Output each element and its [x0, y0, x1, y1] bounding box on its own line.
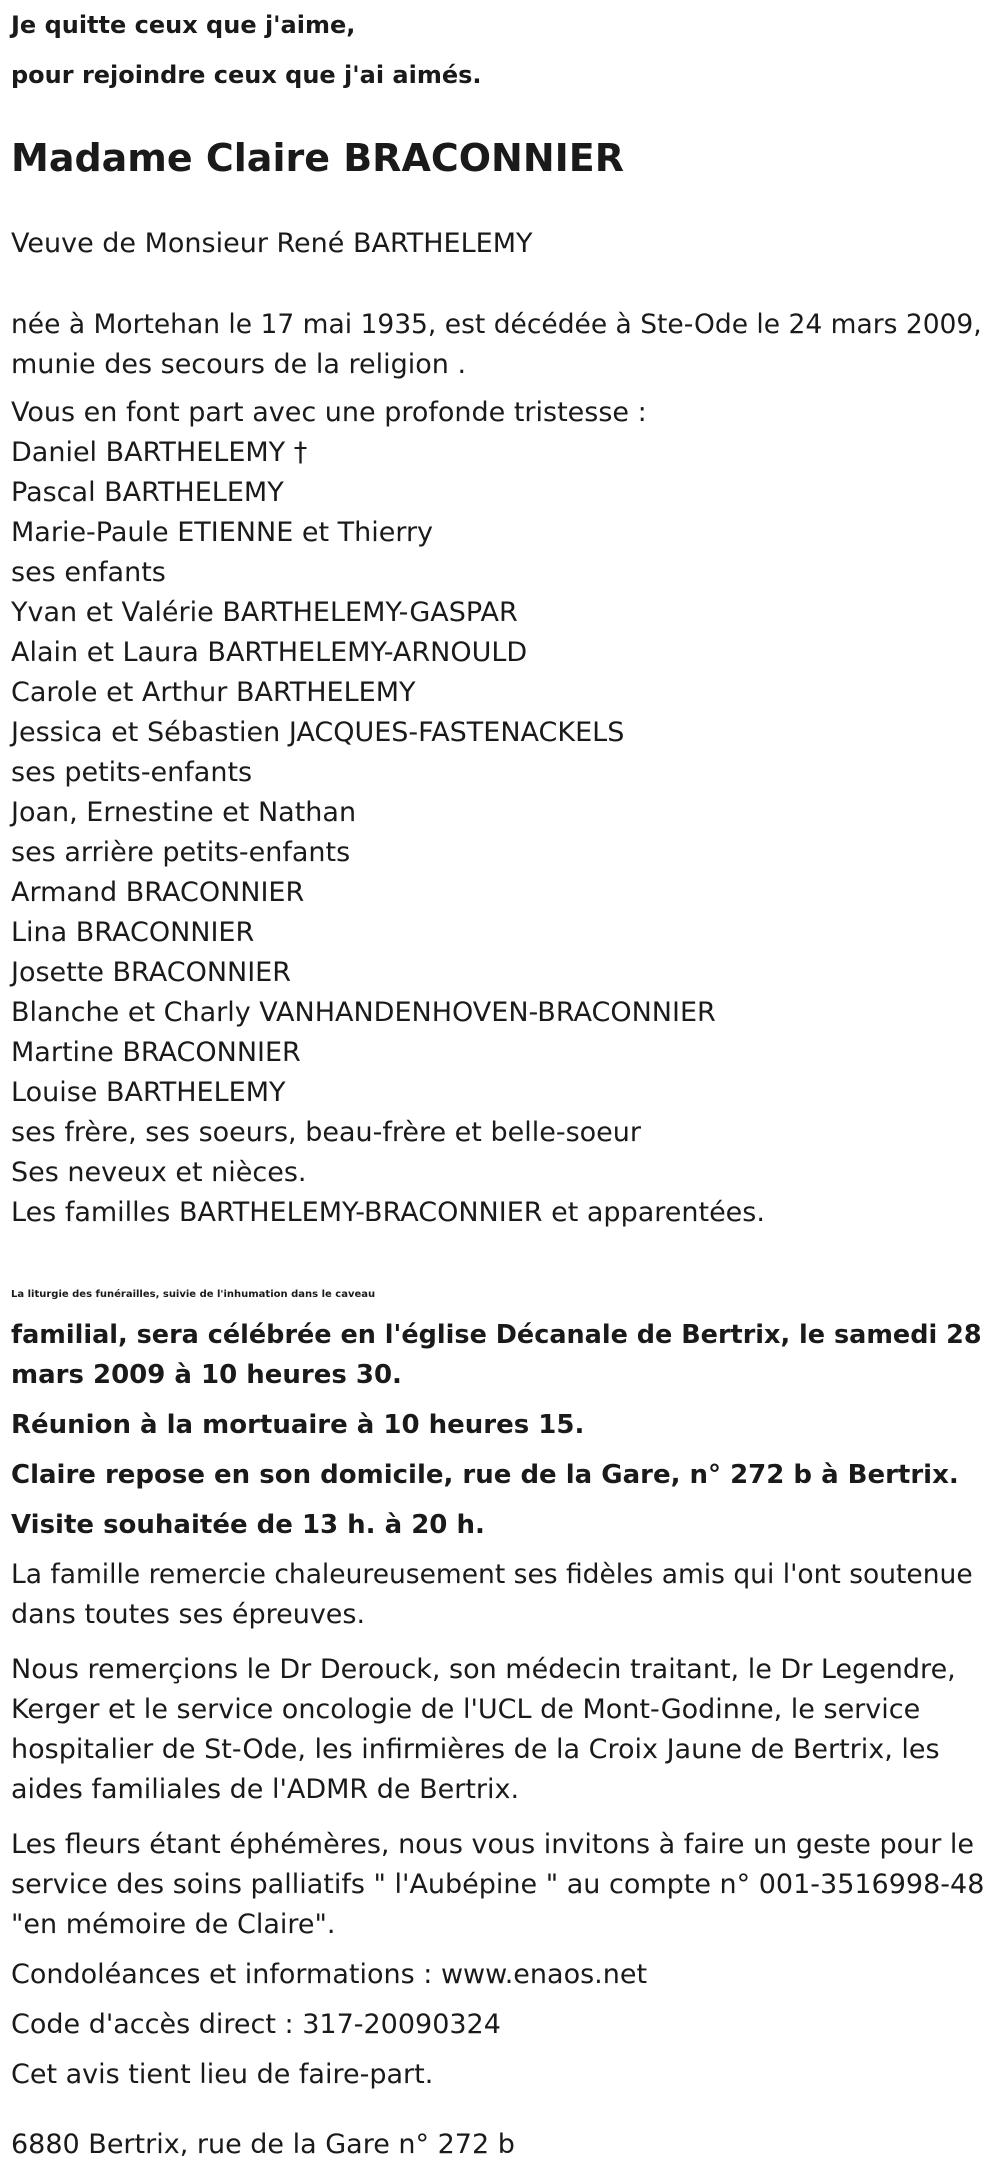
- family-list-item: Joan, Ernestine et Nathan: [11, 797, 357, 828]
- thanks-friends-paragraph: [11, 1555, 973, 1635]
- birth-death-paragraph: [11, 305, 982, 385]
- family-list-item: Les familles BARTHELEMY-BRACONNIER et apparentées.: [11, 1197, 765, 1228]
- thanks2-line-3: hospitalier de St-Ode, les infirmières de la Croix Jaune de Bertrix, les: [11, 1734, 940, 1765]
- family-list-item: Louise BARTHELEMY: [11, 1077, 286, 1108]
- flowers-line-1: Les fleurs étant éphémères, nous vous invitons à faire un geste pour le: [11, 1829, 975, 1860]
- deceased-name: Madame Claire BRACONNIER: [11, 136, 625, 180]
- family-list-item: Vous en font part avec une profonde tristesse :: [11, 397, 647, 428]
- visit-hours-line: Visite souhaitée de 13 h. à 20 h.: [11, 1510, 485, 1540]
- family-list-item: Marie-Paule ETIENNE et Thierry: [11, 517, 434, 548]
- access-code-line: Code d'accès direct : 317-20090324: [11, 2009, 501, 2040]
- family-list-item: Josette BRACONNIER: [11, 957, 291, 988]
- thanks1-line-1: La famille remercie chaleureusement ses fidèles amis qui l'ont soutenue: [11, 1559, 973, 1590]
- faire-part-line: Cet avis tient lieu de faire-part.: [11, 2059, 434, 2090]
- family-list-item: Carole et Arthur BARTHELEMY: [11, 677, 416, 708]
- address-line: 6880 Bertrix, rue de la Gare n° 272 b: [11, 2129, 515, 2160]
- epigraph-line-2: pour rejoindre ceux que j'ai aimés.: [11, 61, 482, 89]
- family-list-item: Lina BRACONNIER: [11, 917, 255, 948]
- birth-line-2: munie des secours de la religion .: [11, 349, 467, 380]
- family-list-item: Daniel BARTHELEMY †: [11, 437, 308, 468]
- family-list-item: ses arrière petits-enfants: [11, 837, 351, 868]
- widow-line: Veuve de Monsieur René BARTHELEMY: [11, 228, 533, 259]
- liturgy-line-2: familial, sera célébrée en l'église Décanale de Bertrix, le samedi 28: [11, 1320, 982, 1350]
- family-list-item: ses frère, ses soeurs, beau-frère et belle-soeur: [11, 1117, 641, 1148]
- epigraph-line-1: Je quitte ceux que j'aime,: [11, 11, 356, 39]
- condolences-line: Condoléances et informations : www.enaos.net: [11, 1959, 648, 1990]
- flowers-line-2: service des soins palliatifs " l'Aubépine " au compte n° 001-3516998-48: [11, 1869, 985, 1900]
- flowers-donation-paragraph: [11, 1825, 984, 1945]
- repose-line: Claire repose en son domicile, rue de la Gare, n° 272 b à Bertrix.: [11, 1460, 959, 1490]
- family-list-item: Alain et Laura BARTHELEMY-ARNOULD: [11, 637, 528, 668]
- reunion-line: Réunion à la mortuaire à 10 heures 15.: [11, 1410, 585, 1440]
- family-list: [11, 393, 765, 1233]
- thanks-medical-paragraph: [11, 1650, 956, 1810]
- funeral-liturgy-paragraph: [11, 1275, 982, 1395]
- liturgy-line-1: La liturgie des funérailles, suivie de l'inhumation dans le caveau: [11, 1289, 376, 1300]
- family-list-item: ses enfants: [11, 557, 166, 588]
- family-list-item: Pascal BARTHELEMY: [11, 477, 284, 508]
- liturgy-line-3: mars 2009 à 10 heures 30.: [11, 1360, 402, 1390]
- thanks1-line-2: dans toutes ses épreuves.: [11, 1599, 366, 1630]
- family-list-item: ses petits-enfants: [11, 757, 253, 788]
- birth-line-1: née à Mortehan le 17 mai 1935, est décédée à Ste-Ode le 24 mars 2009,: [11, 309, 982, 340]
- thanks2-line-4: aides familiales de l'ADMR de Bertrix.: [11, 1774, 520, 1805]
- family-list-item: Yvan et Valérie BARTHELEMY-GASPAR: [11, 597, 518, 628]
- family-list-item: Ses neveux et nièces.: [11, 1157, 307, 1188]
- family-list-item: Armand BRACONNIER: [11, 877, 305, 908]
- thanks2-line-2: Kerger et le service oncologie de l'UCL de Mont-Godinne, le service: [11, 1694, 921, 1725]
- flowers-line-3: "en mémoire de Claire".: [11, 1909, 336, 1940]
- thanks2-line-1: Nous remerçions le Dr Derouck, son médecin traitant, le Dr Legendre,: [11, 1654, 956, 1685]
- family-list-item: Blanche et Charly VANHANDENHOVEN-BRACONNIER: [11, 997, 716, 1028]
- family-list-item: Martine BRACONNIER: [11, 1037, 301, 1068]
- family-list-item: Jessica et Sébastien JACQUES-FASTENACKELS: [11, 717, 625, 748]
